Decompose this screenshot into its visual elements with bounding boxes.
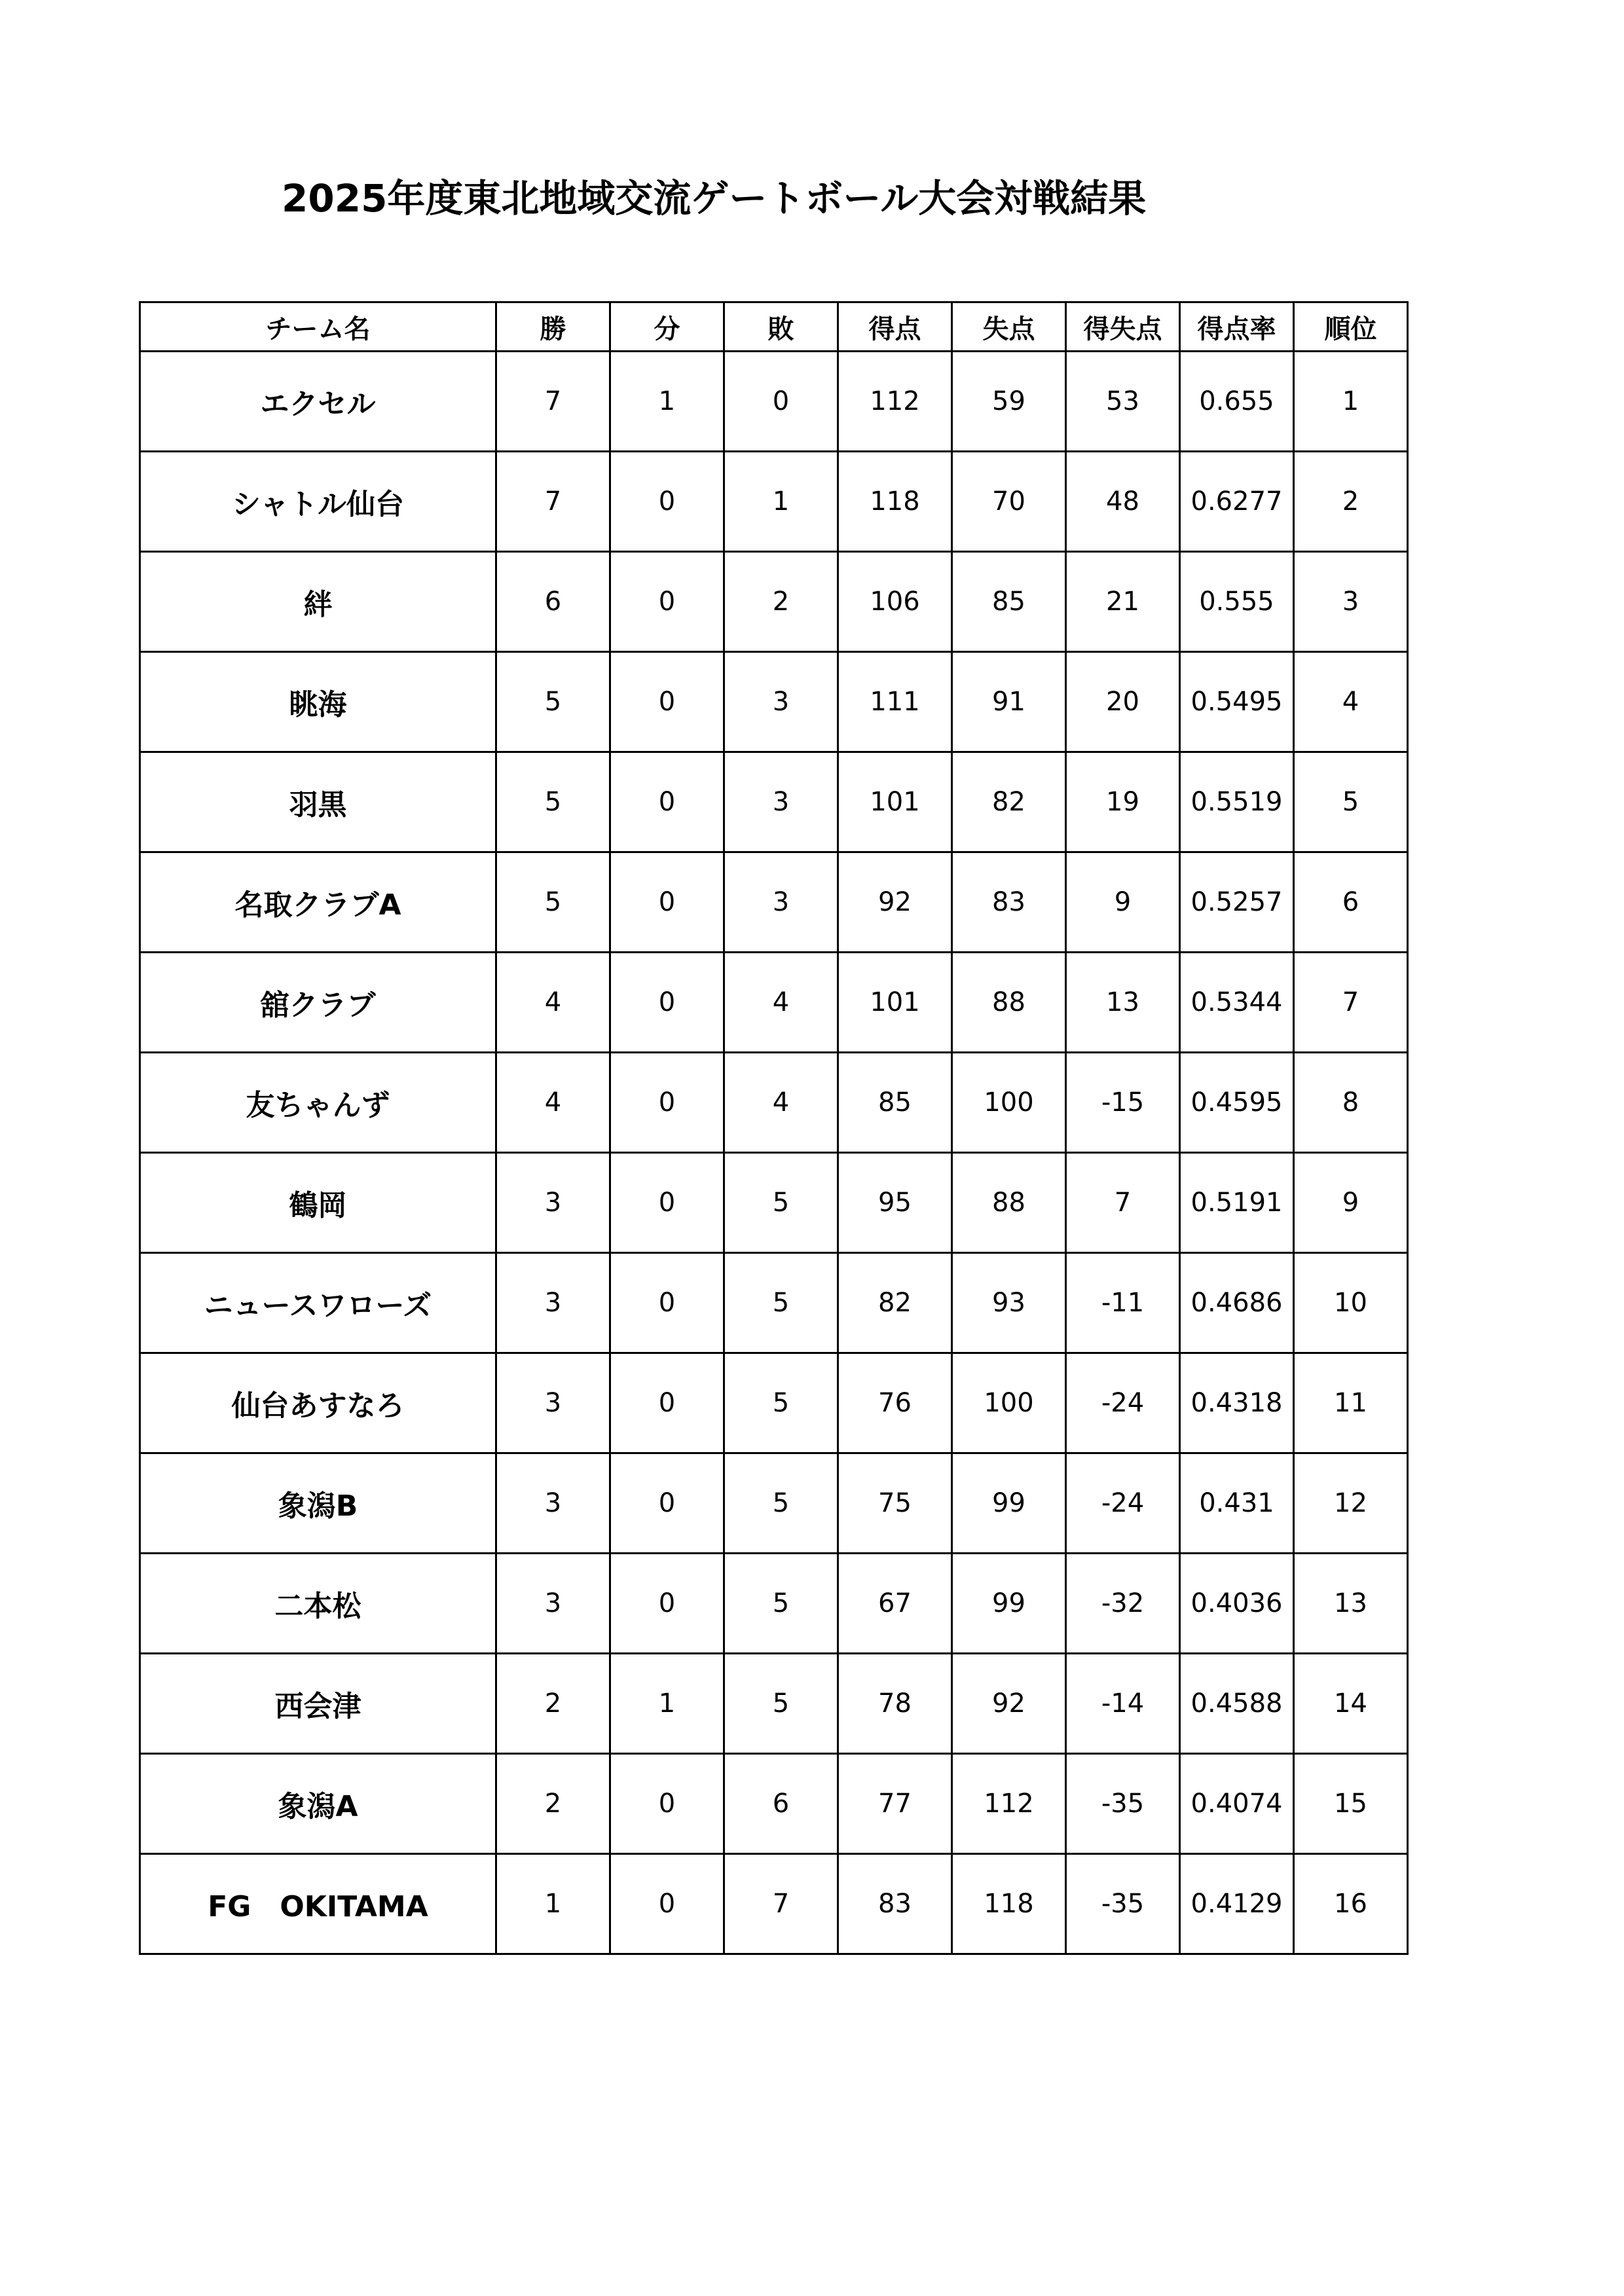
team-name-cell: 象潟A (140, 1754, 496, 1854)
rank-cell: 12 (1294, 1453, 1408, 1554)
draws-cell: 0 (610, 1053, 724, 1153)
table-row (140, 1854, 1408, 1954)
point-difference-cell: -24 (1066, 1453, 1180, 1554)
scoring-rate-cell: 0.4318 (1180, 1353, 1294, 1453)
points-against-cell: 91 (952, 652, 1066, 752)
points-against-cell: 88 (952, 953, 1066, 1053)
scoring-rate-cell: 0.655 (1180, 352, 1294, 452)
draws-cell: 1 (610, 1654, 724, 1754)
header-point-difference: 得失点 (1066, 302, 1180, 352)
wins-cell: 3 (496, 1453, 610, 1554)
wins-cell: 3 (496, 1353, 610, 1453)
scoring-rate-cell: 0.4129 (1180, 1854, 1294, 1954)
wins-cell: 5 (496, 752, 610, 852)
losses-cell: 3 (724, 652, 838, 752)
draws-cell: 0 (610, 452, 724, 552)
team-name-cell: シャトル仙台 (140, 452, 496, 552)
point-difference-cell: -35 (1066, 1854, 1180, 1954)
points-for-cell: 118 (838, 452, 952, 552)
rank-cell: 1 (1294, 352, 1408, 452)
points-against-cell: 100 (952, 1053, 1066, 1153)
points-for-cell: 83 (838, 1854, 952, 1954)
wins-cell: 2 (496, 1654, 610, 1754)
points-for-cell: 75 (838, 1453, 952, 1554)
losses-cell: 3 (724, 852, 838, 953)
rank-cell: 5 (1294, 752, 1408, 852)
table-row (140, 1253, 1408, 1353)
team-name-cell: 西会津 (140, 1654, 496, 1754)
points-for-cell: 101 (838, 953, 952, 1053)
wins-cell: 4 (496, 1053, 610, 1153)
team-name-cell: 舘クラブ (140, 953, 496, 1053)
scoring-rate-cell: 0.4588 (1180, 1654, 1294, 1754)
table-row (140, 1554, 1408, 1654)
wins-cell: 2 (496, 1754, 610, 1854)
points-for-cell: 77 (838, 1754, 952, 1854)
table-header-row (140, 302, 1408, 352)
points-against-cell: 85 (952, 552, 1066, 652)
scoring-rate-cell: 0.555 (1180, 552, 1294, 652)
point-difference-cell: -15 (1066, 1053, 1180, 1153)
points-for-cell: 111 (838, 652, 952, 752)
point-difference-cell: -11 (1066, 1253, 1180, 1353)
points-against-cell: 99 (952, 1554, 1066, 1654)
team-name-cell: 鶴岡 (140, 1153, 496, 1253)
point-difference-cell: 21 (1066, 552, 1180, 652)
scoring-rate-cell: 0.5519 (1180, 752, 1294, 852)
team-name-cell: 友ちゃんず (140, 1053, 496, 1153)
losses-cell: 5 (724, 1453, 838, 1554)
point-difference-cell: -14 (1066, 1654, 1180, 1754)
draws-cell: 0 (610, 652, 724, 752)
table-row (140, 1353, 1408, 1453)
results-table (139, 301, 1409, 1955)
scoring-rate-cell: 0.4595 (1180, 1053, 1294, 1153)
header-losses: 敗 (724, 302, 838, 352)
team-name-cell: FG OKITAMA (140, 1854, 496, 1954)
points-against-cell: 118 (952, 1854, 1066, 1954)
team-name-cell: 羽黒 (140, 752, 496, 852)
header-rank: 順位 (1294, 302, 1408, 352)
draws-cell: 0 (610, 552, 724, 652)
rank-cell: 11 (1294, 1353, 1408, 1453)
rank-cell: 7 (1294, 953, 1408, 1053)
wins-cell: 4 (496, 953, 610, 1053)
points-for-cell: 78 (838, 1654, 952, 1754)
table-row (140, 1053, 1408, 1153)
team-name-cell: 名取クラブA (140, 852, 496, 953)
losses-cell: 5 (724, 1654, 838, 1754)
table-row (140, 552, 1408, 652)
points-for-cell: 67 (838, 1554, 952, 1654)
team-name-cell: 絆 (140, 552, 496, 652)
losses-cell: 5 (724, 1253, 838, 1353)
points-against-cell: 99 (952, 1453, 1066, 1554)
draws-cell: 0 (610, 1453, 724, 1554)
wins-cell: 3 (496, 1153, 610, 1253)
rank-cell: 9 (1294, 1153, 1408, 1253)
scoring-rate-cell: 0.4036 (1180, 1554, 1294, 1654)
draws-cell: 0 (610, 1554, 724, 1654)
draws-cell: 1 (610, 352, 724, 452)
scoring-rate-cell: 0.5191 (1180, 1153, 1294, 1253)
points-against-cell: 70 (952, 452, 1066, 552)
draws-cell: 0 (610, 1754, 724, 1854)
wins-cell: 6 (496, 552, 610, 652)
point-difference-cell: 7 (1066, 1153, 1180, 1253)
points-for-cell: 95 (838, 1153, 952, 1253)
points-against-cell: 92 (952, 1654, 1066, 1754)
table-row (140, 1453, 1408, 1554)
header-team-name: チーム名 (140, 302, 496, 352)
wins-cell: 7 (496, 352, 610, 452)
scoring-rate-cell: 0.6277 (1180, 452, 1294, 552)
table-row (140, 852, 1408, 953)
losses-cell: 2 (724, 552, 838, 652)
table-row (140, 1153, 1408, 1253)
point-difference-cell: 19 (1066, 752, 1180, 852)
points-for-cell: 76 (838, 1353, 952, 1453)
header-scoring-rate: 得点率 (1180, 302, 1294, 352)
scoring-rate-cell: 0.4686 (1180, 1253, 1294, 1353)
losses-cell: 0 (724, 352, 838, 452)
losses-cell: 7 (724, 1854, 838, 1954)
rank-cell: 2 (1294, 452, 1408, 552)
wins-cell: 3 (496, 1554, 610, 1654)
wins-cell: 5 (496, 852, 610, 953)
point-difference-cell: -24 (1066, 1353, 1180, 1453)
rank-cell: 8 (1294, 1053, 1408, 1153)
page-title: 2025年度東北地域交流ゲートボール大会対戦結果 (282, 176, 1147, 221)
team-name-cell: エクセル (140, 352, 496, 452)
points-against-cell: 93 (952, 1253, 1066, 1353)
table-row (140, 352, 1408, 452)
wins-cell: 3 (496, 1253, 610, 1353)
team-name-cell: ニュースワローズ (140, 1253, 496, 1353)
losses-cell: 4 (724, 953, 838, 1053)
losses-cell: 5 (724, 1554, 838, 1654)
rank-cell: 4 (1294, 652, 1408, 752)
points-against-cell: 88 (952, 1153, 1066, 1253)
header-points-against: 失点 (952, 302, 1066, 352)
losses-cell: 5 (724, 1153, 838, 1253)
losses-cell: 1 (724, 452, 838, 552)
points-for-cell: 106 (838, 552, 952, 652)
points-for-cell: 85 (838, 1053, 952, 1153)
point-difference-cell: 20 (1066, 652, 1180, 752)
scoring-rate-cell: 0.5495 (1180, 652, 1294, 752)
team-name-cell: 象潟B (140, 1453, 496, 1554)
point-difference-cell: -35 (1066, 1754, 1180, 1854)
losses-cell: 4 (724, 1053, 838, 1153)
draws-cell: 0 (610, 752, 724, 852)
point-difference-cell: 53 (1066, 352, 1180, 452)
scoring-rate-cell: 0.4074 (1180, 1754, 1294, 1854)
points-against-cell: 112 (952, 1754, 1066, 1854)
team-name-cell: 仙台あすなろ (140, 1353, 496, 1453)
losses-cell: 5 (724, 1353, 838, 1453)
points-against-cell: 82 (952, 752, 1066, 852)
header-points-for: 得点 (838, 302, 952, 352)
table-row (140, 953, 1408, 1053)
losses-cell: 6 (724, 1754, 838, 1854)
draws-cell: 0 (610, 953, 724, 1053)
draws-cell: 0 (610, 1153, 724, 1253)
point-difference-cell: 13 (1066, 953, 1180, 1053)
points-for-cell: 92 (838, 852, 952, 953)
points-for-cell: 112 (838, 352, 952, 452)
point-difference-cell: 9 (1066, 852, 1180, 953)
points-for-cell: 82 (838, 1253, 952, 1353)
header-wins: 勝 (496, 302, 610, 352)
table-row (140, 752, 1408, 852)
rank-cell: 6 (1294, 852, 1408, 953)
draws-cell: 0 (610, 1253, 724, 1353)
table-row (140, 1654, 1408, 1754)
scoring-rate-cell: 0.5344 (1180, 953, 1294, 1053)
team-name-cell: 二本松 (140, 1554, 496, 1654)
team-name-cell: 眺海 (140, 652, 496, 752)
rank-cell: 16 (1294, 1854, 1408, 1954)
points-against-cell: 83 (952, 852, 1066, 953)
draws-cell: 0 (610, 1854, 724, 1954)
table-row (140, 1754, 1408, 1854)
rank-cell: 13 (1294, 1554, 1408, 1654)
points-for-cell: 101 (838, 752, 952, 852)
rank-cell: 3 (1294, 552, 1408, 652)
rank-cell: 14 (1294, 1654, 1408, 1754)
draws-cell: 0 (610, 852, 724, 953)
header-draws: 分 (610, 302, 724, 352)
scoring-rate-cell: 0.5257 (1180, 852, 1294, 953)
point-difference-cell: 48 (1066, 452, 1180, 552)
rank-cell: 15 (1294, 1754, 1408, 1854)
rank-cell: 10 (1294, 1253, 1408, 1353)
wins-cell: 1 (496, 1854, 610, 1954)
losses-cell: 3 (724, 752, 838, 852)
table-row (140, 652, 1408, 752)
wins-cell: 7 (496, 452, 610, 552)
point-difference-cell: -32 (1066, 1554, 1180, 1654)
table-row (140, 452, 1408, 552)
wins-cell: 5 (496, 652, 610, 752)
scoring-rate-cell: 0.431 (1180, 1453, 1294, 1554)
points-against-cell: 59 (952, 352, 1066, 452)
results-body (140, 352, 1408, 1954)
draws-cell: 0 (610, 1353, 724, 1453)
points-against-cell: 100 (952, 1353, 1066, 1453)
